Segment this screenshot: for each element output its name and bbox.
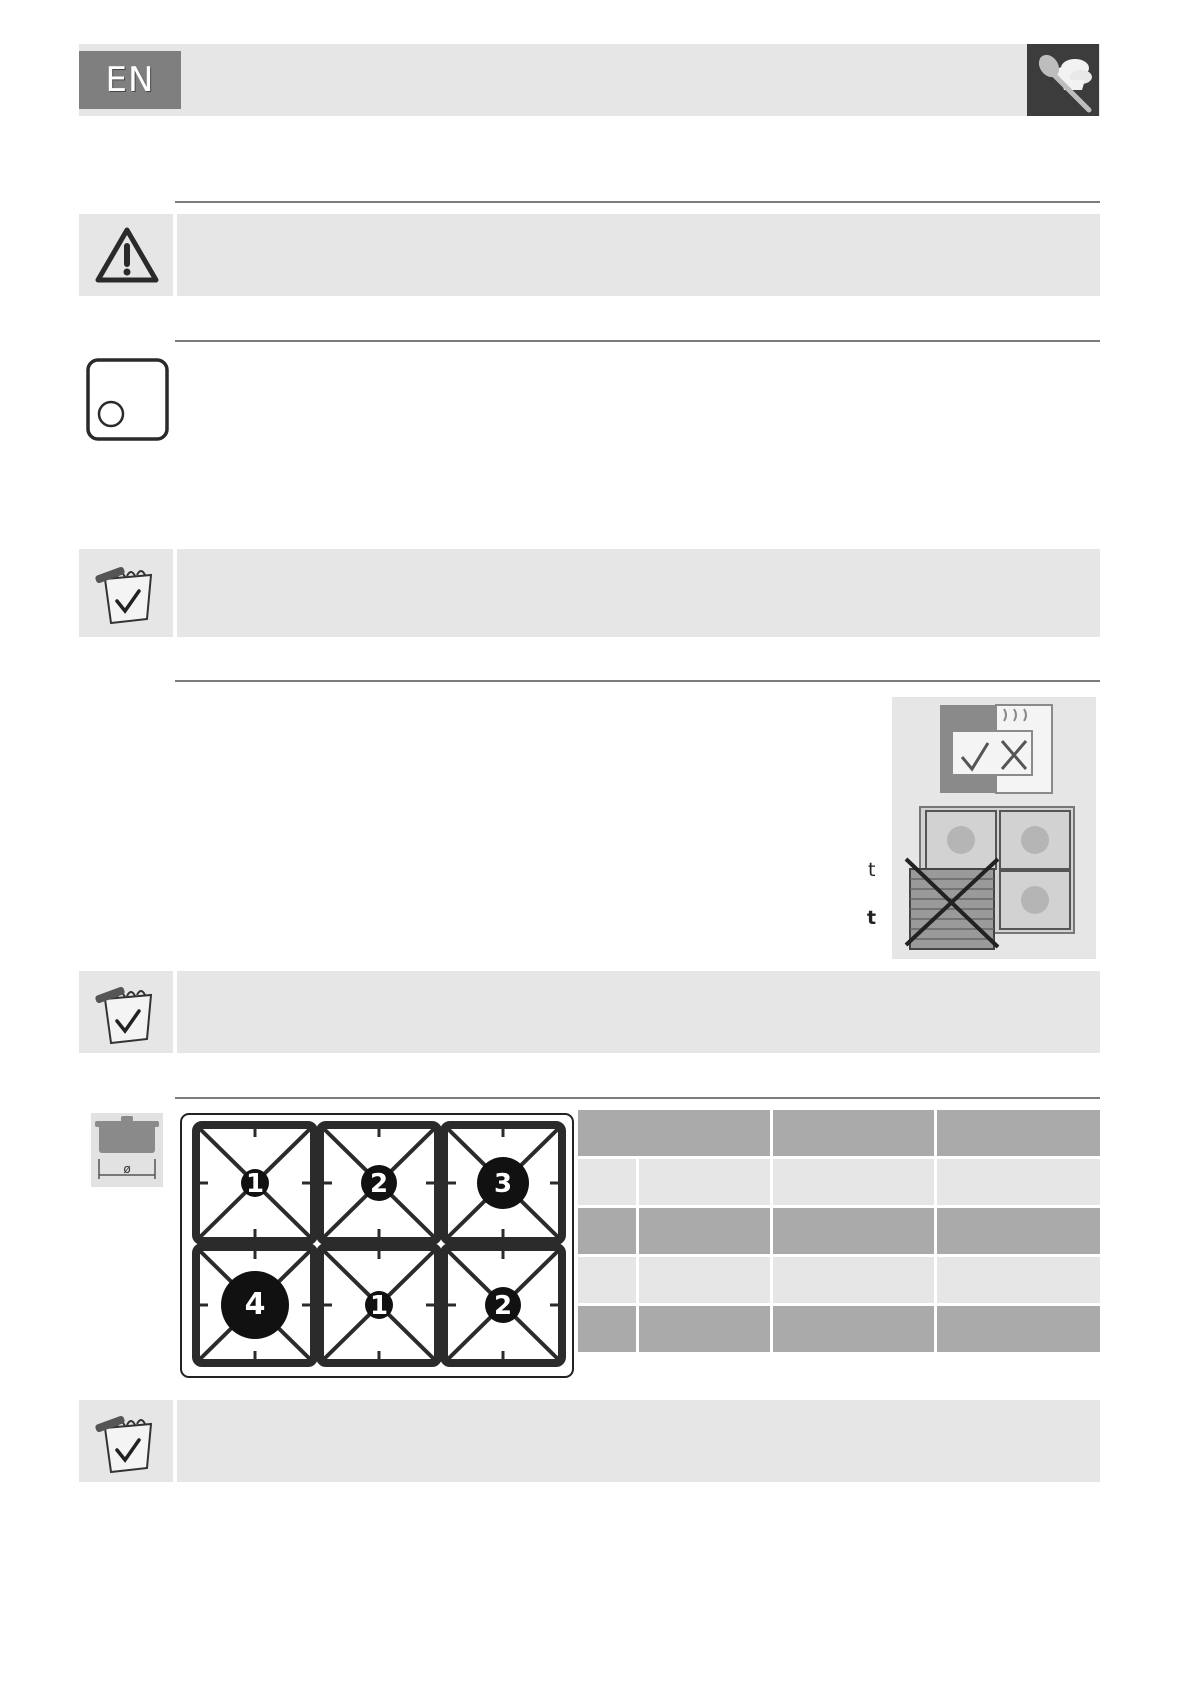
- burner-grate: [196, 1125, 314, 1241]
- table-cell: [639, 1159, 770, 1205]
- burner-grate: [444, 1125, 562, 1241]
- warning-text-box: [177, 214, 1100, 296]
- note-icon-cell: [79, 1400, 173, 1482]
- table-cell: [773, 1306, 934, 1352]
- header-bar: [79, 44, 1100, 116]
- note-text-box: [177, 549, 1100, 637]
- notepad-pen-icon: [91, 557, 163, 629]
- pan-usage-illustration: [892, 697, 1096, 959]
- table-header-cell: [578, 1110, 770, 1156]
- notepad-pen-icon: [91, 1406, 163, 1478]
- table-cell: [773, 1257, 934, 1303]
- warning-icon-cell: [79, 214, 173, 296]
- table-cell: [773, 1159, 934, 1205]
- table-cell: [937, 1159, 1100, 1205]
- burner-grate: [320, 1247, 438, 1363]
- notepad-pen-icon: [91, 977, 163, 1049]
- table-row: [578, 1208, 636, 1254]
- pan-diameter-icon: [91, 1113, 163, 1187]
- note-text-box: [177, 1400, 1100, 1482]
- burner-number: 4: [244, 1287, 266, 1322]
- table-cell: [773, 1208, 934, 1254]
- language-badge: EN: [79, 51, 181, 109]
- table-cell: [639, 1306, 770, 1352]
- burner-number: 1: [369, 1291, 389, 1321]
- table-cell: [639, 1208, 770, 1254]
- note-icon-cell: [79, 549, 173, 637]
- burner-grate: [444, 1247, 562, 1363]
- side-letter-bold: t: [867, 907, 877, 929]
- pan-diameter-symbol: ø: [123, 1162, 131, 1176]
- burner-number: 3: [493, 1169, 513, 1199]
- section-divider: [175, 340, 1100, 342]
- chef-spoon-hat-icon: [1027, 44, 1099, 116]
- burner-grate: [320, 1125, 438, 1241]
- burner-number: 2: [369, 1169, 389, 1199]
- table-cell: [639, 1257, 770, 1303]
- table-row: [578, 1306, 636, 1352]
- burner-table: [578, 1110, 1100, 1354]
- table-row: [578, 1159, 636, 1205]
- table-cell: [937, 1208, 1100, 1254]
- section-divider: [175, 680, 1100, 682]
- table-header-cell: [773, 1110, 934, 1156]
- note-icon-cell: [79, 971, 173, 1053]
- section-divider: [175, 201, 1100, 203]
- table-header-cell: [937, 1110, 1100, 1156]
- hob-burner-diagram: [180, 1113, 574, 1378]
- table-row: [578, 1257, 636, 1303]
- burner-number: 2: [493, 1291, 513, 1321]
- burner-grate: [196, 1247, 314, 1363]
- burner-number: 1: [245, 1169, 265, 1199]
- side-letter: t: [868, 859, 876, 881]
- note-text-box: [177, 971, 1100, 1053]
- table-cell: [937, 1257, 1100, 1303]
- warning-triangle-icon: [93, 224, 161, 286]
- table-cell: [937, 1306, 1100, 1352]
- section-divider: [175, 1097, 1100, 1099]
- info-rounded-square-icon: [85, 357, 170, 442]
